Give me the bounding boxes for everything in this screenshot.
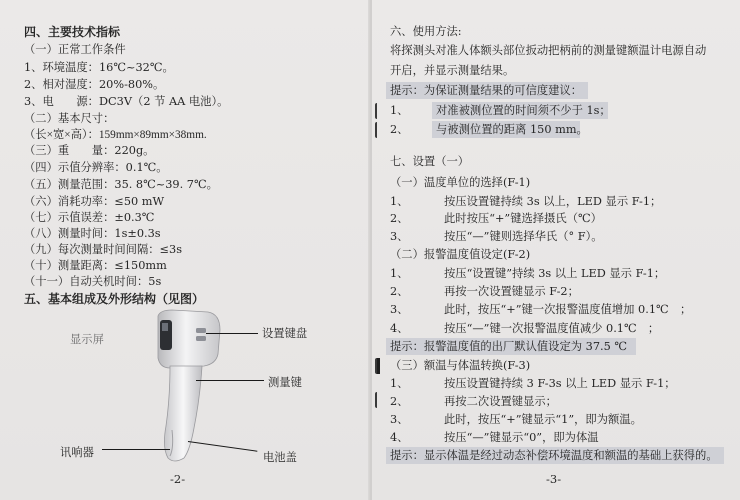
tip-item1-text: 对准被测位置的时间须不少于 1s； <box>436 104 611 117</box>
tip-title: 提示：为保证测量结果的可信度建议： <box>390 84 583 97</box>
margin-mark <box>375 122 382 138</box>
section7-title: 七、设置（一） <box>390 155 470 168</box>
unit-select-title: （一）温度单位的选择(F-1) <box>390 176 531 189</box>
label-measure-key: 测量键 <box>268 376 302 389</box>
convert-step2-number: 2、 <box>390 395 409 408</box>
convert-step2-text: 再按二次设置键显示； <box>444 395 557 408</box>
alarm-step3-text: 此时，按压“+”键一次报警温度值增加 0.1℃ ； <box>444 303 692 316</box>
callout-line-settings <box>206 333 258 334</box>
label-battery-cover: 电池盖 <box>263 451 297 464</box>
callout-line-measure <box>196 380 264 381</box>
convert-step3-text: 此时，按压“+”键显示“1”，即为额温。 <box>444 413 642 426</box>
unit-step2-text: 此时按压“+”键选择摄氏（℃） <box>444 212 602 225</box>
basic-size: （二）基本尺寸： <box>24 112 115 125</box>
measure-time: （八）测量时间：1s±0.3s <box>24 227 161 240</box>
convert-title: （三）额温与体温转换(F-3) <box>390 359 531 372</box>
power-spec: 3、电 源：DC3V（2 节 AA 电池）。 <box>24 95 229 108</box>
label-display: 显示屏 <box>70 333 104 346</box>
convert-step1-number: 1、 <box>390 377 409 390</box>
final-tip: 提示：显示体温是经过动态补偿环境温度和额温的基础上获得的。 <box>390 449 718 462</box>
dimensions: （长×宽×高）：159mm×89mm×38mm. <box>24 129 207 141</box>
margin-mark <box>375 358 380 374</box>
measure-interval: （九）每次测量时间间隔：≤3s <box>24 243 183 256</box>
auto-off-time: （十一）自动关机时间：5s <box>24 275 162 288</box>
alarm-step4-text: 按压“—”键一次报警温度值减少 0.1℃ ； <box>444 322 660 335</box>
section6-title: 六、使用方法: <box>390 25 462 38</box>
indication-error: （七）示值误差：±0.3℃ <box>24 211 155 224</box>
alarm-step2-text: 再按一次设置键显示 F-2； <box>444 285 579 298</box>
rel-humidity: 2、相对湿度：20%-80%。 <box>24 78 165 91</box>
normal-conditions: （一）正常工作条件 <box>24 43 126 56</box>
convert-step4-text: 按压“—”键显示“0”，即为体温 <box>444 431 599 444</box>
tip-item1-number: 1、 <box>390 104 409 117</box>
convert-step1-text: 按压设置键持续 3 F-3s 以上 LED 显示 F-1； <box>444 377 676 390</box>
tip-item2-text: 与被测位置的距离 150 mm。 <box>436 123 588 136</box>
usage-line-2: 开启，并显示测量结果。 <box>390 64 515 77</box>
section5-title: 五、基本组成及外形结构（见图） <box>24 292 205 306</box>
power-consumption: （六）消耗功率：≤50 mW <box>24 195 165 208</box>
measure-distance: （十）测量距离：≤150mm <box>24 259 167 272</box>
alarm-tip: 提示：报警温度值的出厂默认值设定为 37.5 ℃ <box>390 340 628 353</box>
unit-step1-number: 1、 <box>390 195 409 208</box>
unit-step3-number: 3、 <box>390 230 409 243</box>
alarm-step1-text: 按压“设置键”持续 3s 以上 LED 显示 F-1； <box>444 267 666 280</box>
unit-step1-text: 按压设置键持续 3s 以上，LED 显示 F-1； <box>444 195 662 208</box>
left-page-number: -2- <box>170 472 186 486</box>
alarm-step4-number: 4、 <box>390 322 409 335</box>
alarm-step2-number: 2、 <box>390 285 409 298</box>
weight: （三）重 量：220g。 <box>24 144 155 157</box>
resolution: （四）示值分辨率：0.1℃。 <box>24 161 168 174</box>
label-buzzer: 讯响器 <box>60 446 94 459</box>
convert-step4-number: 4、 <box>390 431 409 444</box>
measure-range: （五）测量范围：35. 8℃~39. 7℃。 <box>24 178 218 191</box>
alarm-step3-number: 3、 <box>390 303 409 316</box>
unit-step3-text: 按压“—”键则选择华氏（° F）。 <box>444 230 603 243</box>
alarm-step1-number: 1、 <box>390 267 409 280</box>
right-page-number: -3- <box>546 472 562 486</box>
unit-step2-number: 2、 <box>390 212 409 225</box>
right-page <box>372 0 740 500</box>
usage-line-1: 将探测头对准人体额头部位扳动把柄前的测量键额温计电源自动 <box>390 44 707 57</box>
callout-line-buzzer <box>102 449 170 450</box>
tip-item2-number: 2、 <box>390 123 409 136</box>
label-settings-key: 设置键盘 <box>262 327 308 340</box>
env-temp: 1、环境温度：16℃~32℃。 <box>24 61 174 74</box>
section4-title: 四、主要技术指标 <box>24 25 121 39</box>
margin-mark <box>375 392 382 408</box>
convert-step3-number: 3、 <box>390 413 409 426</box>
alarm-set-title: （二）报警温度值设定(F-2) <box>390 248 531 261</box>
margin-mark <box>375 103 382 119</box>
